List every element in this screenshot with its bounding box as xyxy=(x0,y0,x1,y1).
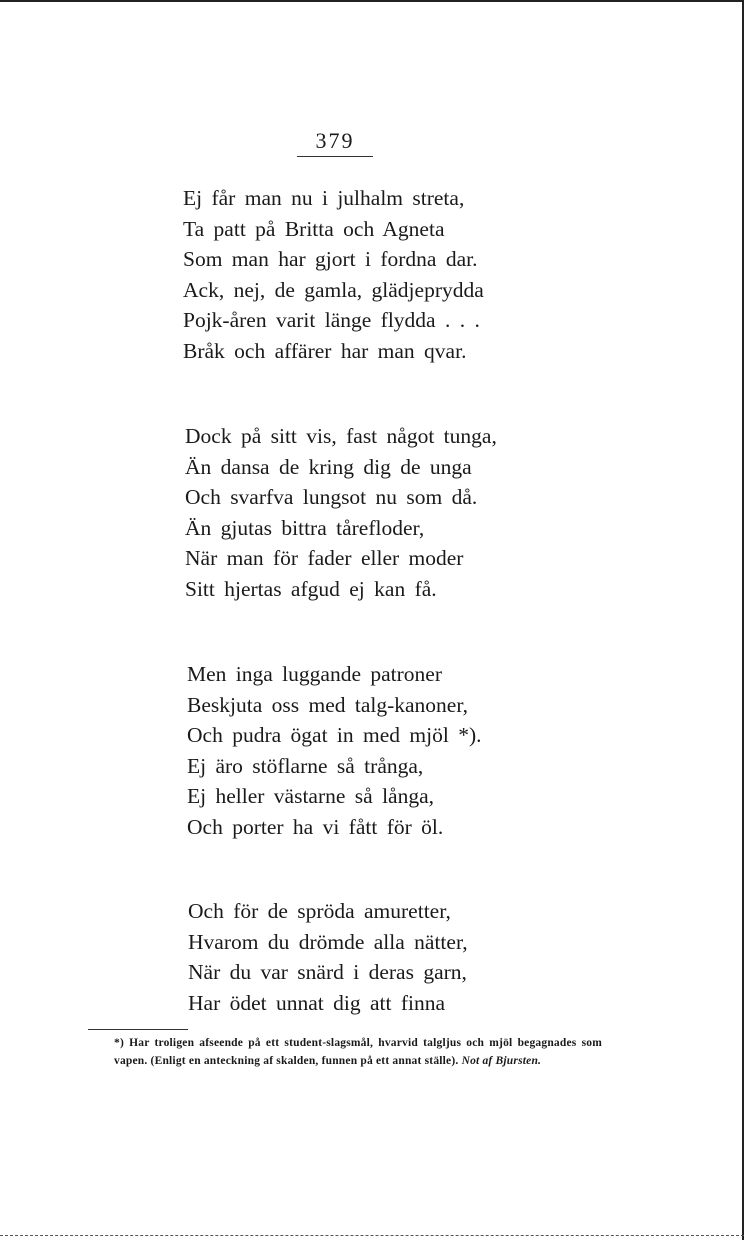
stanza-2 xyxy=(185,421,497,604)
page-number: 379 xyxy=(315,128,355,153)
verse-line: Ack, nej, de gamla, glädjeprydda xyxy=(183,277,484,302)
verse-line: Som man har gjort i fordna dar. xyxy=(183,247,478,271)
verse-line: Pojk-åren varit länge flydda . . . xyxy=(183,308,480,332)
footnote-source: Not af Bjursten. xyxy=(461,1055,542,1067)
verse-line: Bråk och affärer har man qvar. xyxy=(183,338,467,363)
verse-line: Dock på sitt vis, fast något tunga, xyxy=(185,424,497,448)
verse-line: Än dansa de kring dig de unga xyxy=(185,454,472,479)
stanza-4 xyxy=(188,896,468,1018)
page-top-edge xyxy=(0,0,744,2)
verse-line: Ej heller västarne så långa, xyxy=(187,784,435,808)
verse-line: Men inga luggande patroner xyxy=(187,662,442,686)
page-number-rule xyxy=(297,156,373,157)
verse-line: Har ödet unnat dig att finna xyxy=(188,990,446,1015)
verse-line: När du var snärd i deras garn, xyxy=(188,960,467,984)
footnote xyxy=(88,1034,602,1070)
page-bottom-edge xyxy=(0,1235,744,1237)
footnote-text: *) Har troligen afseende på ett student-slagsmål, hvarvid talgljus och mjöl begagnades som vapen. (Enligt en anteckning af skalden, funnen på ett annat ställe). xyxy=(114,1037,602,1067)
verse-line: Hvarom du drömde alla nätter, xyxy=(188,929,468,954)
verse-line: Ta patt på Britta och Agneta xyxy=(183,216,445,241)
verse-line: Ej äro stöflarne så trånga, xyxy=(187,753,424,778)
stanza-1 xyxy=(183,183,484,366)
stanza-3 xyxy=(187,659,481,842)
verse-line: Än gjutas bittra tårefloder, xyxy=(185,515,425,540)
verse-line: Beskjuta oss med talg-kanoner, xyxy=(187,692,469,717)
verse-line: Sitt hjertas afgud ej kan få. xyxy=(185,576,437,601)
verse-line: Och svarfva lungsot nu som då. xyxy=(185,485,478,509)
verse-line: Och för de spröda amuretter, xyxy=(188,899,451,923)
verse-line: Och porter ha vi fått för öl. xyxy=(187,814,444,839)
footnote-rule xyxy=(88,1029,188,1030)
verse-line: Ej får man nu i julhalm streta, xyxy=(183,186,465,210)
verse-line: Och pudra ögat in med mjöl *). xyxy=(187,723,482,747)
verse-line: När man för fader eller moder xyxy=(185,546,464,570)
